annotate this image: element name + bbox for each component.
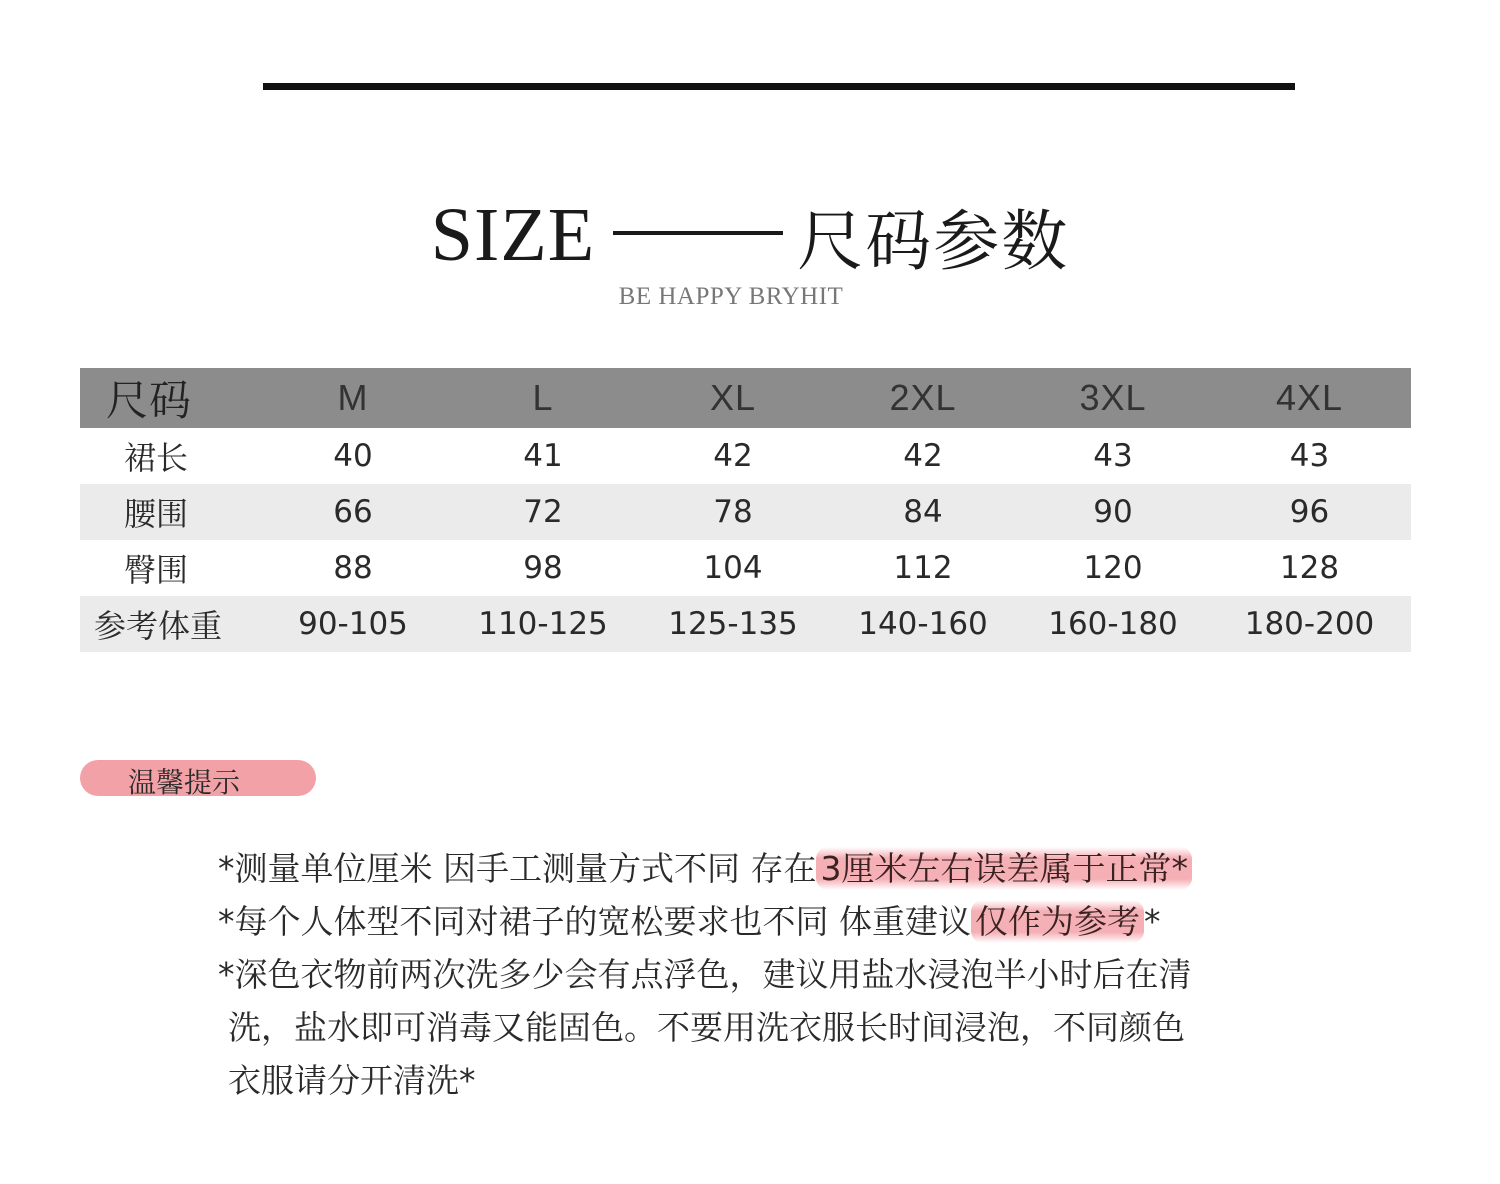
table-cell: 90-105 [298,606,408,642]
corner-label: 尺码 [106,376,193,425]
note-highlight [816,847,1192,890]
note-washing-end [218,1054,1318,1107]
table-cell: 78 [713,494,753,530]
note-text: 洗，盐水即可消毒又能固色。不要用洗衣服长时间浸泡，不同颜色 [228,1008,1185,1047]
note-text: *测量单位厘米 因手工测量方式不同 存在 [218,849,817,888]
size-header: 2XL [889,377,957,418]
table-cell: 140-160 [858,606,988,642]
note-end: * [1171,849,1188,888]
table-cell: 180-200 [1244,606,1375,642]
table-cell: 128 [1279,550,1340,586]
title-cn: 尺码参数 [797,202,1070,280]
title-dash [613,231,783,235]
table-row [80,596,1411,652]
table-cell: 90 [1093,494,1133,530]
table-cell: 84 [903,494,943,530]
table-row [80,540,1411,596]
table-cell: 112 [893,550,953,586]
note-body-type [218,895,1318,948]
size-header: M [337,377,369,418]
tips-badge [80,760,316,799]
row-label: 裙长 [124,439,189,477]
note-text: *深色衣物前两次洗多少会有点浮色，建议用盐水浸泡半小时后在清 [218,955,1192,994]
note-end: * [1144,902,1161,941]
size-header: 3XL [1079,377,1147,418]
table-cell: 104 [703,550,763,586]
size-header: L [532,377,554,418]
table-cell: 98 [523,550,563,586]
table-cell: 96 [1289,494,1330,530]
table-cell: 41 [523,438,563,474]
size-header-row [80,368,1411,428]
top-divider [263,83,1295,90]
note-measurement [218,842,1318,895]
row-label: 臀围 [124,551,189,589]
note-highlight-text: 3厘米左右误差属于正常 [820,849,1172,888]
tips-notes [218,842,1318,1107]
table-cell: 40 [333,438,373,474]
table-row [80,428,1411,484]
note-text: 衣服请分开清洗* [228,1061,476,1100]
page-subtitle: BE HAPPY BRYHIT [618,283,844,310]
table-cell: 160-180 [1048,606,1178,642]
row-label: 参考体重 [94,607,223,645]
table-cell: 42 [903,438,943,474]
note-highlight: 仅作为参考 [971,900,1144,943]
table-row [80,484,1411,540]
table-cell: 125-135 [668,606,798,642]
table-cell: 66 [333,494,373,530]
size-header: XL [709,377,757,418]
table-cell: 43 [1093,438,1133,474]
size-header: 4XL [1275,377,1344,418]
row-label: 腰围 [124,495,189,533]
size-chart-table [80,368,1411,652]
title-size-word: SIZE [430,192,596,277]
note-text: *每个人体型不同对裙子的宽松要求也不同 体重建议 [218,902,971,941]
table-cell: 110-125 [478,606,608,642]
table-cell: 43 [1289,438,1330,474]
table-cell: 42 [713,438,753,474]
table-cell: 72 [523,494,563,530]
tips-badge-label: 温馨提示 [128,766,241,799]
note-washing [218,948,1318,1001]
table-cell: 120 [1083,550,1143,586]
note-washing-cont [218,1001,1318,1054]
page-title [0,190,1500,280]
table-cell: 88 [333,550,373,586]
